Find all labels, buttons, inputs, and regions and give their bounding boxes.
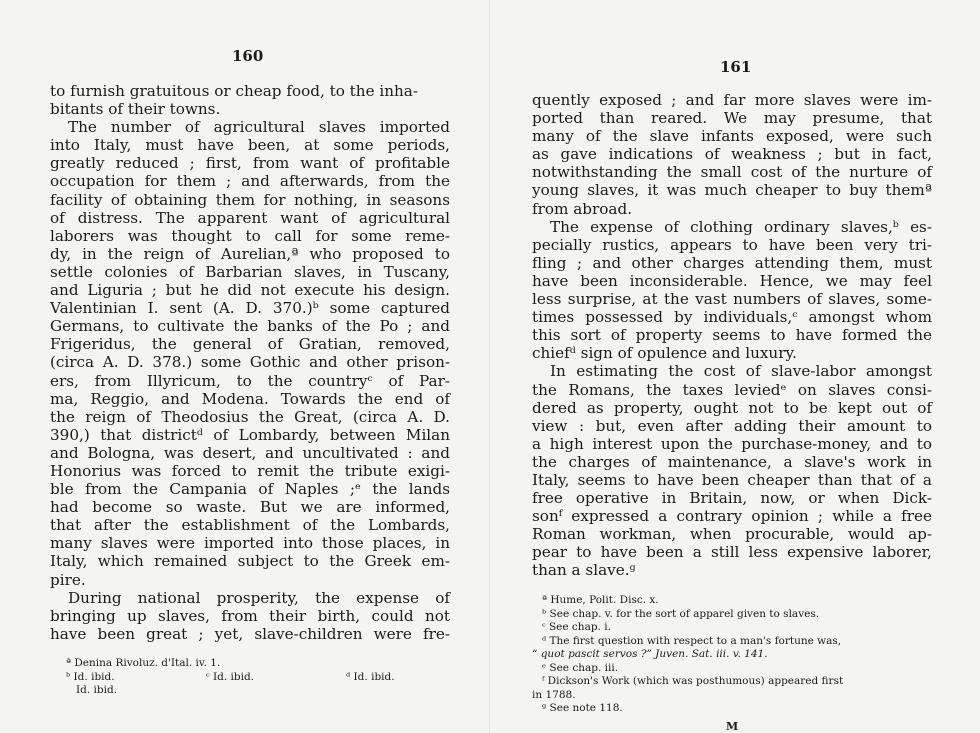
- page-number: 160: [232, 47, 264, 65]
- text-line: many of the slave infants exposed, were such: [532, 127, 932, 146]
- footnote: ᵇ See chap. v. for the sort of apparel given to slaves.: [542, 607, 820, 620]
- text-line: Frigeridus, the general of Gratian, removed,: [50, 335, 450, 354]
- text-line: times possessed by individuals,ᶜ amongst whom: [532, 308, 932, 327]
- text-line: view : but, even after adding their amount to: [532, 416, 932, 435]
- text-line: notwithstanding the small cost of the nurture of: [532, 163, 932, 182]
- body-text: [50, 82, 450, 643]
- text-line: settle colonies of Barbarian slaves, in Tuscany,: [50, 262, 450, 281]
- text-line: pecially rustics, appears to have been very tri-: [532, 235, 932, 254]
- right-page: [490, 0, 980, 733]
- footnote: in 1788.: [532, 688, 576, 701]
- footnotes: [66, 657, 395, 698]
- text-line: this sort of property seems to have formed the: [532, 326, 932, 345]
- text-line: ma, Reggio, and Modena. Towards the end of: [50, 389, 450, 408]
- text-line: (circa A. D. 378.) some Gothic and other prison-: [50, 353, 450, 372]
- text-line: Roman workman, when procurable, would ap-: [532, 525, 932, 544]
- text-line: bringing up slaves, from their birth, could not: [50, 606, 450, 625]
- text-line: and Bologna, was desert, and uncultivated : and: [50, 443, 450, 462]
- text-line: the charges of maintenance, a slave's work in: [532, 452, 932, 471]
- text-line: fling ; and other charges attending them, must: [532, 253, 932, 272]
- footnotes: [532, 594, 927, 716]
- text-line: Valentinian I. sent (A. D. 370.)ᵇ some captured: [50, 299, 450, 318]
- text-line: of distress. The apparent want of agricultural: [50, 208, 450, 227]
- text-line: from abroad.: [532, 199, 633, 218]
- text-line: sonᶠ expressed a contrary opinion ; while a free: [532, 507, 932, 526]
- footnote: ᵈ The first question with respect to a man's fortune was,: [542, 634, 842, 647]
- text-line: young slaves, it was much cheaper to buy themª: [532, 181, 932, 200]
- text-line: bitants of their towns.: [50, 100, 221, 119]
- text-line: have been inconsiderable. Hence, we may feel: [532, 271, 932, 290]
- text-line: Honorius was forced to remit the tribute exigi-: [50, 461, 450, 480]
- text-line: occupation for them ; and afterwards, from the: [50, 172, 450, 191]
- text-line: as gave indications of weakness ; but in fact,: [532, 145, 932, 164]
- footnote: ᵈ Id. ibid.: [346, 670, 395, 683]
- text-line: the Romans, the taxes leviedᵉ on slaves consi-: [532, 380, 932, 399]
- footnote: Id. ibid.: [76, 684, 118, 696]
- text-line: had become so waste. But we are informed,: [50, 498, 450, 517]
- footnote: ᵉ See chap. iii.: [542, 661, 619, 674]
- footnote: ª Denina Rivoluz. d'Ital. iv. 1.: [66, 657, 221, 669]
- text-line: Italy, seems to have been cheaper than that of a: [532, 470, 932, 489]
- text-line: quently exposed ; and far more slaves were im-: [532, 91, 932, 109]
- text-line: have been great ; yet, slave-children were fre-: [50, 624, 450, 643]
- text-line: that after the establishment of the Lombards,: [50, 516, 450, 535]
- text-line: greatly reduced ; first, from want of profitable: [50, 154, 450, 173]
- text-line: pear to have been a still less expensive laborer,: [532, 543, 932, 562]
- page-number: 161: [720, 58, 752, 76]
- body-text: [532, 91, 932, 580]
- footnote: ᵇ Id. ibid.: [66, 670, 115, 683]
- text-line: ble from the Campania of Naples ;ᵉ the lands: [50, 480, 450, 499]
- text-line: pire.: [50, 570, 86, 589]
- text-line: ers, from Illyricum, to the countryᶜ of Par-: [50, 371, 450, 390]
- text-line: In estimating the cost of slave-labor amongst: [550, 362, 932, 381]
- text-line: many slaves were imported into those places, in: [50, 534, 450, 553]
- text-line: to furnish gratuitous or cheap food, to the inha-: [50, 82, 418, 100]
- text-line: the reign of Theodosius the Great, (circa A. D.: [50, 407, 450, 426]
- text-line: dered as property, ought not to be kept out of: [532, 398, 932, 417]
- footnote: ᵍ See note 118.: [542, 702, 623, 714]
- text-line: 390,) that districtᵈ of Lombardy, between Milan: [50, 425, 450, 444]
- text-line: During national prosperity, the expense of: [68, 588, 450, 607]
- text-line: Germans, to cultivate the banks of the Po ; and: [50, 317, 450, 336]
- footnote: “ quot pascit servos ?” Juven. Sat. iii. v. 141.: [532, 648, 768, 660]
- text-line: free operative in Britain, now, or when Dick-: [532, 489, 932, 508]
- text-line: into Italy, must have been, at some periods,: [50, 136, 450, 155]
- text-line: Italy, which remained subject to the Greek em-: [50, 552, 450, 571]
- text-line: chiefᵈ sign of opulence and luxury.: [532, 344, 797, 363]
- text-line: dy, in the reign of Aurelian,ª who proposed to: [50, 244, 450, 263]
- footnote: ᶜ See chap. i.: [542, 621, 611, 633]
- text-line: a high interest upon the purchase-money, and to: [532, 434, 932, 453]
- text-line: The number of agricultural slaves imported: [68, 118, 450, 137]
- signature-mark: M: [726, 720, 739, 733]
- footnote: ᶜ Id. ibid.: [206, 670, 255, 683]
- text-line: facility of obtaining them for nothing, in seasons: [50, 190, 450, 209]
- text-line: The expense of clothing ordinary slaves,ᵇ es-: [550, 217, 932, 236]
- text-line: less surprise, at the vast numbers of slaves, some-: [532, 290, 932, 309]
- footnote: ª Hume, Polit. Disc. x.: [542, 594, 659, 606]
- text-line: laborers was thought to call for some reme-: [50, 226, 450, 245]
- text-line: ported than reared. We may presume, that: [532, 109, 932, 128]
- text-line: than a slave.ᵍ: [532, 561, 636, 580]
- text-line: and Liguria ; but he did not execute his design.: [50, 281, 450, 300]
- footnote: ᶠ Dickson's Work (which was posthumous) appeared first: [542, 675, 844, 687]
